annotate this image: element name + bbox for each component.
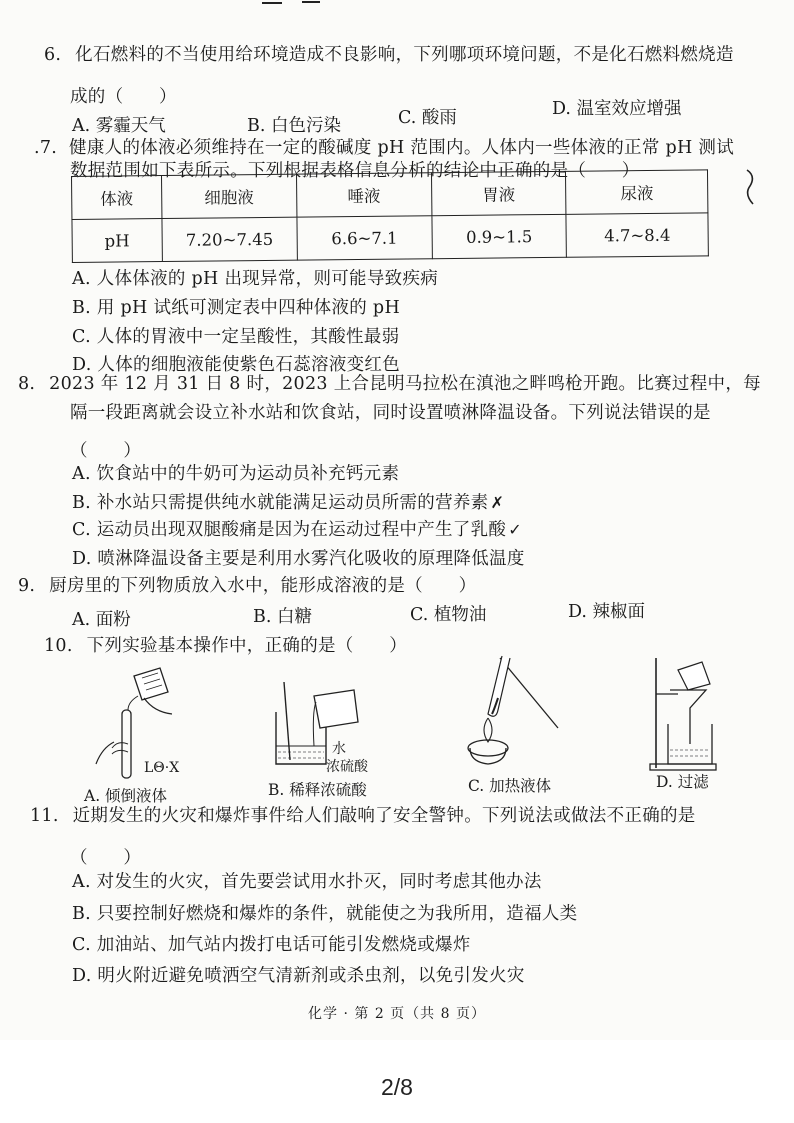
figure-c-caption: C. 加热液体 <box>468 777 552 795</box>
ph-table-header: 胃液 <box>431 171 566 215</box>
ph-table-cell: pH <box>72 219 162 263</box>
figure-a-pour-liquid <box>84 652 214 805</box>
question-6-number: 6. <box>44 45 62 65</box>
question-9 <box>18 575 476 597</box>
q8-option-b-text: B. 补水站只需提供纯水就能满足运动员所需的营养素 <box>72 493 489 513</box>
figure-d-filtration <box>648 654 728 791</box>
question-7 <box>34 137 734 159</box>
label-concentrated-acid: 浓硫酸 <box>326 759 368 775</box>
q7-option-b: B. 用 pH 试纸可测定表中四种体液的 pH <box>72 298 400 318</box>
q8-option-c-text: C. 运动员出现双腿酸痛是因为在运动过程中产生了乳酸 <box>72 520 507 540</box>
q11-option-b: B. 只要控制好燃烧和爆炸的条件，就能使之为我所用，造福人类 <box>72 904 578 924</box>
q9-option-a: A. 面粉 <box>72 610 131 630</box>
q11-option-c: C. 加油站、加气站内拨打电话可能引发燃烧或爆炸 <box>72 935 471 955</box>
q11-option-a: A. 对发生的火灾，首先要尝试用水扑灭，同时考虑其他办法 <box>72 872 542 892</box>
page-counter: 2/8 <box>381 1074 413 1100</box>
q7-option-a: A. 人体体液的 pH 出现异常，则可能导致疾病 <box>72 269 439 289</box>
ph-table-cell: 0.9~1.5 <box>432 214 567 258</box>
q11-option-d: D. 明火附近避免喷洒空气清新剂或杀虫剂，以免引发火灾 <box>72 966 525 986</box>
question-7-text-2: 数据范围如下表所示。下列根据表格信息分析的结论中正确的是（ ） <box>70 161 640 181</box>
question-6 <box>44 44 734 66</box>
filtration-diagram <box>648 654 728 776</box>
dilute-acid-diagram <box>262 652 372 772</box>
q6-option-a: A. 雾霾天气 <box>72 116 166 136</box>
ph-table-cell: 6.6~7.1 <box>297 216 432 260</box>
check-mark-icon: ✓ <box>508 520 522 539</box>
figure-d-caption: D. 过滤 <box>656 773 709 791</box>
ph-table-header-row <box>72 170 708 220</box>
q7-option-d: D. 人体的细胞液能使紫色石蕊溶液变红色 <box>72 355 401 375</box>
question-8-text-3: （ ） <box>70 441 142 461</box>
q8-option-a: A. 饮食站中的牛奶可为运动员补充钙元素 <box>72 464 400 484</box>
ph-table-header: 体液 <box>72 176 162 220</box>
question-7-number: .7. <box>34 138 58 158</box>
question-10-text: 下列实验基本操作中，正确的是（ ） <box>86 636 408 656</box>
question-11-number: 11. <box>30 806 59 826</box>
cross-mark-icon: ✗ <box>490 493 505 512</box>
q8-option-b <box>72 492 504 514</box>
figure-a-caption: A. 倾倒液体 <box>84 787 168 805</box>
page-footer: 化学 · 第 2 页（共 8 页） <box>308 1006 486 1022</box>
question-7-text: 健康人的体液必须维持在一定的酸碱度 pH 范围内。人体内一些体液的正常 pH 测试 <box>69 138 735 158</box>
question-8-number: 8. <box>18 374 36 394</box>
ph-table-cell: 7.20~7.45 <box>162 217 298 261</box>
question-8 <box>18 373 761 395</box>
q9-option-b: B. 白糖 <box>253 607 312 627</box>
q6-option-c: C. 酸雨 <box>398 108 457 128</box>
figure-b-dilute-acid <box>262 652 372 799</box>
question-11-text: 近期发生的火灾和爆炸事件给人们敲响了安全警钟。下列说法或做法不正确的是 <box>72 806 696 826</box>
q8-option-c <box>72 519 522 541</box>
figure-a-handwritten-note: LΘ·X <box>144 760 180 776</box>
ph-table-header: 细胞液 <box>161 174 297 218</box>
q7-option-c: C. 人体的胃液中一定呈酸性，其酸性最弱 <box>72 327 400 347</box>
q6-option-d: D. 温室效应增强 <box>552 99 682 119</box>
question-10-number: 10. <box>44 636 73 656</box>
q9-option-d: D. 辣椒面 <box>568 602 646 622</box>
figure-b-caption: B. 稀释浓硫酸 <box>268 781 367 799</box>
question-8-text: 2023 年 12 月 31 日 8 时，2023 上合昆明马拉松在滇池之畔鸣枪开跑。比赛过程中，每 <box>49 374 761 394</box>
q8-option-d: D. 喷淋降温设备主要是利用水雾汽化吸收的原理降低温度 <box>72 549 525 569</box>
question-6-text-2: 成的（ ） <box>70 87 177 107</box>
question-11-text-2: （ ） <box>70 848 142 868</box>
question-8-text-2: 隔一段距离就会设立补水站和饮食站，同时设置喷淋降温设备。下列说法错误的是 <box>70 403 711 423</box>
q6-option-b: B. 白色污染 <box>247 116 341 136</box>
label-water: 水 <box>332 741 346 757</box>
question-9-number: 9. <box>18 576 36 596</box>
heat-liquid-diagram <box>458 652 568 772</box>
question-11 <box>30 805 696 827</box>
ph-table-header: 唾液 <box>296 173 431 217</box>
ph-table <box>71 169 709 263</box>
header-scan-marks <box>262 0 322 6</box>
ph-table-cell: 4.7~8.4 <box>566 213 708 257</box>
ph-table-header: 尿液 <box>566 170 708 214</box>
ph-table-row <box>72 213 708 263</box>
q9-option-c: C. 植物油 <box>410 605 487 625</box>
question-9-text: 厨房里的下列物质放入水中，能形成溶液的是（ ） <box>49 576 477 596</box>
handwritten-bracket-mark <box>744 168 758 206</box>
question-6-text: 化石燃料的不当使用给环境造成不良影响，下列哪项环境问题，不是化石燃料燃烧造 <box>75 45 734 65</box>
figure-c-heat-liquid <box>458 652 568 795</box>
